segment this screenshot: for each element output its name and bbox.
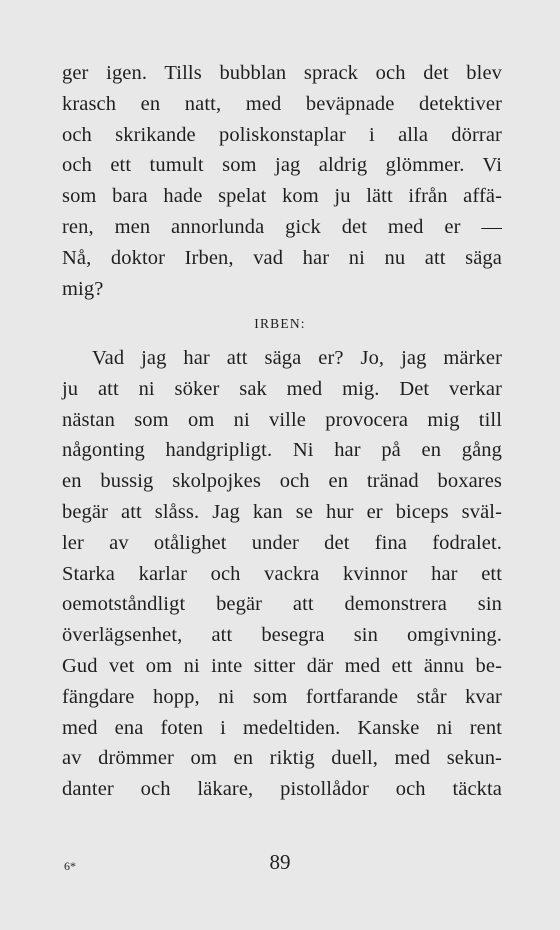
text-line: nästan som om ni ville provocera mig till bbox=[62, 408, 502, 431]
text-line: fängdare hopp, ni som fortfarande står kvar bbox=[62, 685, 502, 708]
signature-mark: 6* bbox=[64, 859, 76, 873]
paragraph-1 bbox=[62, 58, 502, 304]
text-line: ger igen. Tills bubblan sprack och det blev bbox=[62, 62, 502, 84]
text-line: Gud vet om ni inte sitter där med ett ännu be- bbox=[62, 654, 502, 677]
text-line: av drömmer om en riktig duell, med sekun- bbox=[62, 747, 502, 770]
text-line: ren, men annorlunda gick det med er — bbox=[62, 215, 502, 238]
text-line: oemotståndligt begär att demonstrera sin bbox=[62, 593, 502, 616]
text-line: danter och läkare, pistollådor och täckta bbox=[62, 778, 502, 801]
text-line: ju att ni söker sak med mig. Det verkar bbox=[62, 377, 502, 400]
text-line: och ett tumult som jag aldrig glömmer. Vi bbox=[62, 154, 502, 177]
text-line: som bara hade spelat kom ju lätt ifrån affä- bbox=[62, 185, 502, 208]
text-line: Nå, doktor Irben, vad har ni nu att säga bbox=[62, 246, 502, 269]
text-line: krasch en natt, med beväpnade detektiver bbox=[62, 92, 502, 115]
text-line: med ena foten i medeltiden. Kanske ni rent bbox=[62, 716, 502, 739]
text-line: en bussig skolpojkes och en tränad boxares bbox=[62, 470, 502, 493]
text-line: och skrikande poliskonstaplar i alla dörrar bbox=[62, 123, 502, 146]
text-line: begär att slåss. Jag kan se hur er biceps sväl- bbox=[62, 500, 502, 523]
text-line: ler av otålighet under det fina fodralet. bbox=[62, 531, 502, 554]
text-line: Vad jag har att säga er? Jo, jag märker bbox=[92, 347, 502, 369]
text-line: någonting handgripligt. Ni har på en gång bbox=[62, 439, 502, 462]
page-number: 89 bbox=[269, 850, 291, 874]
text-line: mig? bbox=[62, 277, 104, 300]
text-line: överlägsenhet, att besegra sin omgivning. bbox=[62, 624, 502, 647]
speaker-label: IRBEN: bbox=[254, 316, 306, 331]
paragraph-2 bbox=[62, 343, 502, 805]
text-line: Starka karlar och vackra kvinnor har ett bbox=[62, 562, 502, 585]
